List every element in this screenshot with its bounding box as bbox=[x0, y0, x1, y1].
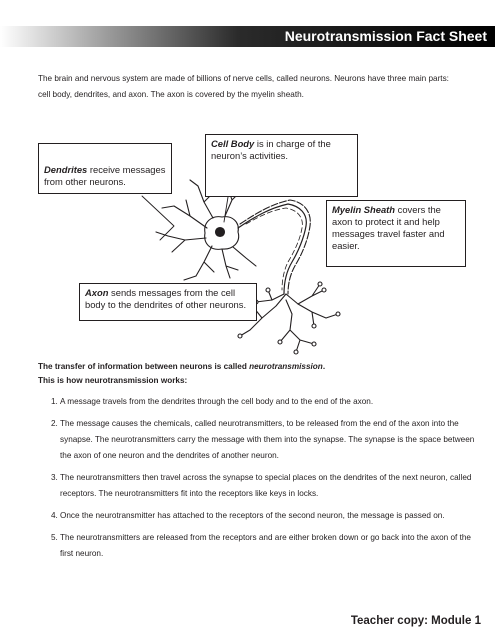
axon-terminal bbox=[298, 284, 324, 304]
callout-cell-body bbox=[205, 134, 358, 197]
list-item bbox=[38, 530, 478, 562]
cell-body-term: Cell Body bbox=[211, 138, 255, 149]
dendrite bbox=[156, 232, 206, 252]
callout-dendrites bbox=[38, 143, 172, 194]
neurotransmission-section bbox=[38, 360, 478, 562]
lead-term: neurotransmission bbox=[249, 362, 323, 371]
step-text: The neurotransmitters then travel across the synapse to special places on the dendrites of the next neuron, called receptors. The neurotransmitters fit into the receptors like keys in locks. bbox=[60, 473, 472, 498]
myelin-term: Myelin Sheath bbox=[332, 204, 396, 215]
step-number: 2. bbox=[51, 419, 58, 428]
axon-text: sends messages from the cell body to the dendrites of other neurons. bbox=[85, 287, 247, 310]
axon-terminal bbox=[256, 290, 284, 302]
dendrites-text: receive messages from other neurons. bbox=[44, 164, 166, 187]
lead-end: . bbox=[322, 362, 326, 371]
intro-line-2: cell body, dendrites, and axon. The axon is covered by the myelin sheath. bbox=[38, 90, 304, 99]
callout-myelin-sheath bbox=[326, 200, 466, 267]
pointer-line bbox=[142, 196, 174, 240]
list-item bbox=[38, 394, 478, 410]
axon bbox=[238, 204, 306, 294]
cell-body-text: is in charge of the neuron’s activities. bbox=[211, 138, 331, 161]
page-title: Neurotransmission Fact Sheet bbox=[284, 28, 487, 44]
step-text: Once the neurotransmitter has attached to the receptors of the second neuron, the message is passed on. bbox=[60, 511, 445, 520]
step-number: 5. bbox=[51, 533, 58, 542]
axon-term: Axon bbox=[85, 287, 109, 298]
axon-terminal bbox=[286, 294, 338, 326]
step-text: The message causes the chemicals, called neurotransmitters, to be released from the end of the axon into the synapse. The neurotransmitters carry the message with them into the synapse. The synapse is the space between the axon of one neuron and the dendrites of another neuron. bbox=[60, 419, 475, 460]
myelin-sheath-inner bbox=[246, 208, 302, 290]
list-item bbox=[38, 508, 478, 524]
list-item bbox=[38, 470, 478, 502]
dendrite bbox=[162, 200, 207, 228]
axon-terminal bbox=[280, 300, 314, 352]
step-number: 4. bbox=[51, 511, 58, 520]
dendrite bbox=[184, 246, 214, 280]
step-number: 3. bbox=[51, 473, 58, 482]
step-text: A message travels from the dendrites through the cell body and to the end of the axon. bbox=[60, 397, 374, 406]
section-lead bbox=[38, 360, 478, 374]
steps-list bbox=[38, 394, 478, 562]
dendrite bbox=[233, 247, 256, 266]
dendrites-term: Dendrites bbox=[44, 164, 88, 175]
callout-axon bbox=[79, 283, 257, 321]
footer-label: Teacher copy: Module 1 bbox=[350, 615, 481, 627]
nucleus bbox=[216, 228, 225, 237]
step-text: The neurotransmitters are released from the receptors and are either broken down or go back into the axon of the first neuron. bbox=[60, 533, 471, 558]
section-lead-2: This is how neurotransmission works: bbox=[38, 376, 188, 385]
myelin-text: covers the axon to protect it and help messages travel faster and easier. bbox=[332, 204, 445, 251]
step-number: 1. bbox=[51, 397, 58, 406]
list-item bbox=[38, 416, 478, 464]
lead-start: The transfer of information between neurons is called bbox=[38, 362, 250, 371]
intro-line-1: The brain and nervous system are made of billions of nerve cells, called neurons. Neurons have three main parts: bbox=[38, 74, 449, 83]
dendrite bbox=[222, 249, 238, 278]
